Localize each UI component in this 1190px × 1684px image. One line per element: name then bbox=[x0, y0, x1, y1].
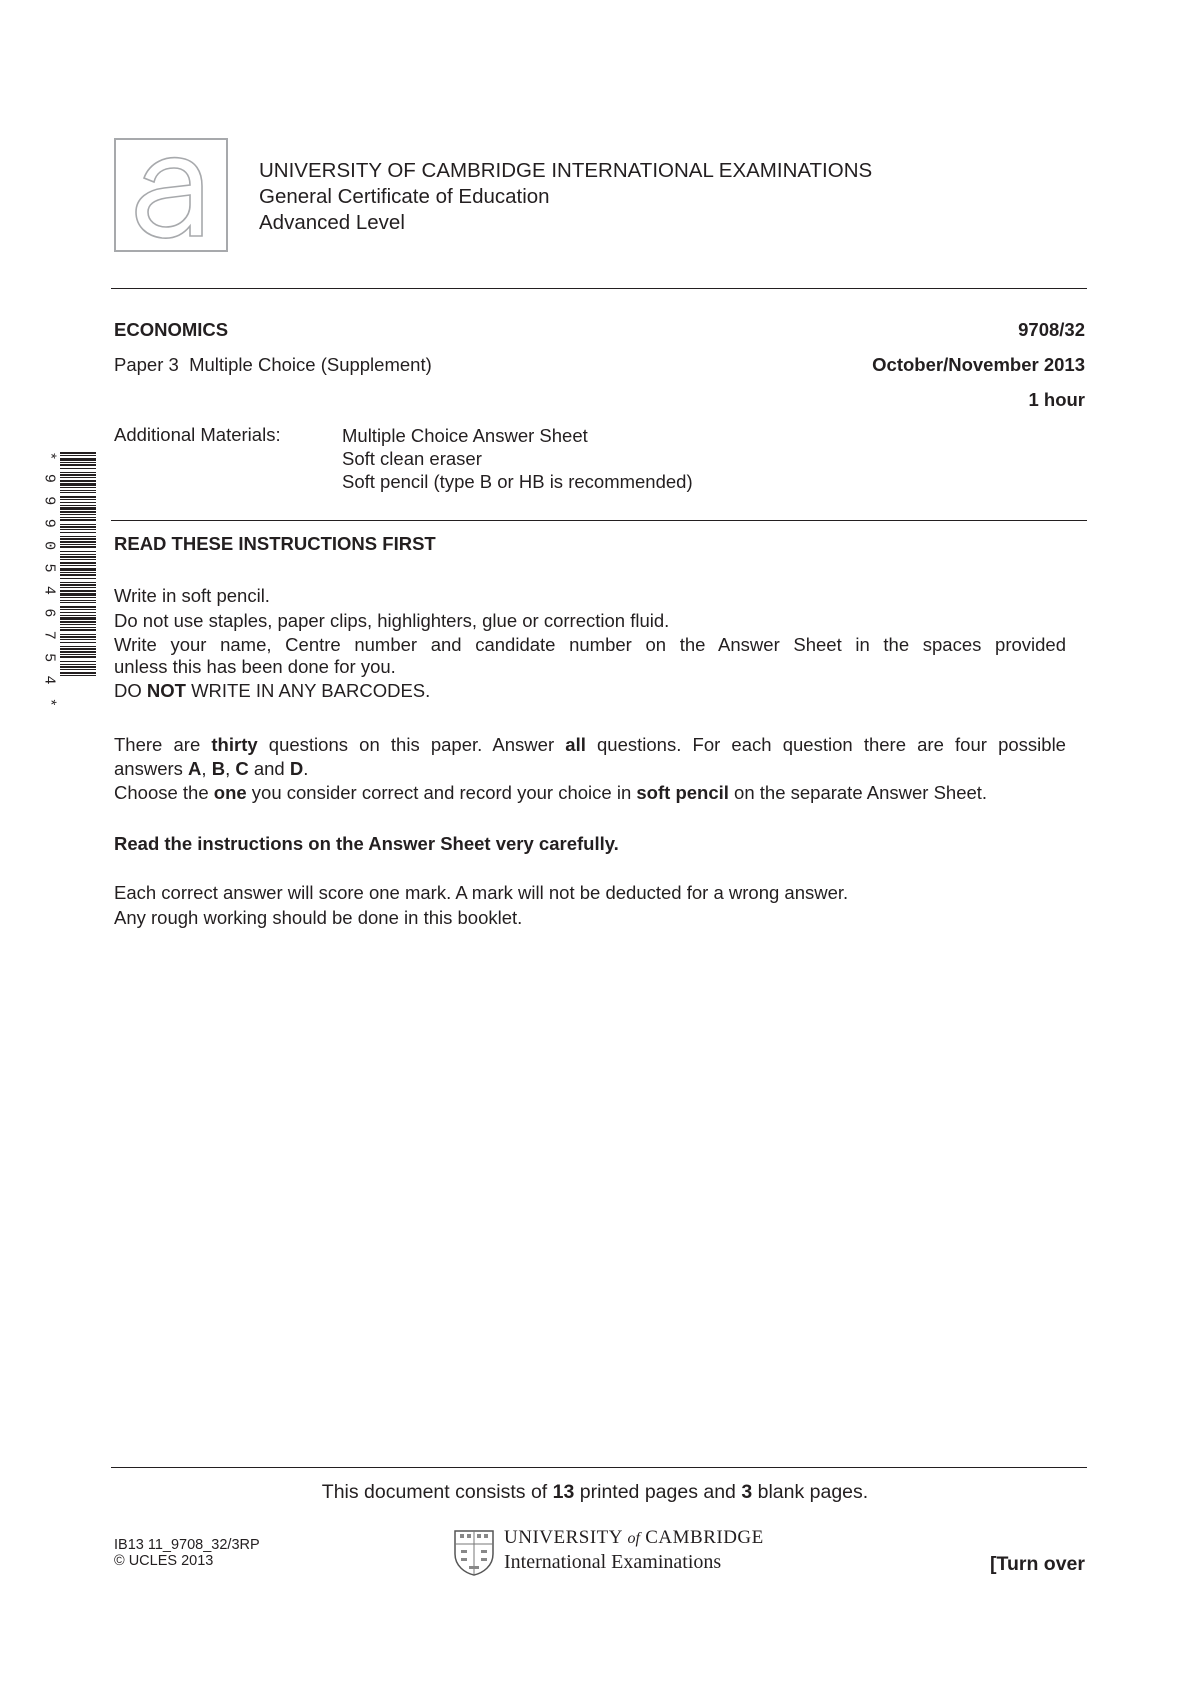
barcode-bar bbox=[60, 621, 96, 623]
barcode-bar bbox=[60, 519, 96, 521]
barcode-bar bbox=[60, 490, 96, 491]
material-item: Soft clean eraser bbox=[342, 448, 482, 469]
barcode-bar bbox=[60, 639, 96, 640]
barcode-bar bbox=[60, 612, 96, 613]
page-count: This document consists of 13 printed pages and 3 blank pages. bbox=[321, 1481, 869, 1503]
barcode-bar bbox=[60, 582, 96, 583]
turn-over-label: [Turn over bbox=[990, 1553, 1085, 1575]
footer-divider bbox=[111, 1467, 1087, 1468]
barcode-bar bbox=[60, 627, 96, 628]
barcode-bar bbox=[60, 617, 96, 620]
cie-logo bbox=[114, 138, 228, 252]
barcode-bar bbox=[60, 529, 96, 530]
barcode-bar bbox=[60, 606, 96, 608]
barcode-bar bbox=[60, 551, 96, 552]
additional-materials-list bbox=[342, 424, 693, 493]
barcode-bar bbox=[60, 587, 96, 588]
exam-board-header bbox=[259, 158, 872, 236]
paper-title: Paper 3 Multiple Choice (Supplement) bbox=[114, 354, 432, 375]
barcode-bar bbox=[60, 568, 96, 571]
barcode-bar bbox=[60, 538, 96, 540]
barcode-bar bbox=[60, 480, 96, 482]
reference-code: IB13 11_9708_32/3RP bbox=[114, 1537, 260, 1553]
instructions-heading: READ THESE INSTRUCTIONS FIRST bbox=[114, 533, 436, 554]
copyright-notice: © UCLES 2013 bbox=[114, 1553, 214, 1569]
letter-a-logo-icon bbox=[116, 140, 226, 250]
barcode-bar bbox=[60, 507, 96, 510]
qualification-name: General Certificate of Education bbox=[259, 185, 550, 208]
barcode-bar bbox=[60, 483, 96, 486]
barcode-bar bbox=[60, 600, 96, 601]
barcode-bar bbox=[60, 624, 96, 625]
instruction-line: DO NOT WRITE IN ANY BARCODES. bbox=[114, 680, 431, 701]
barcode-bar bbox=[60, 642, 96, 643]
board-name: UNIVERSITY OF CAMBRIDGE INTERNATIONAL EXAMINATIONS bbox=[259, 159, 873, 182]
barcode-bar bbox=[60, 602, 96, 603]
barcode-bar bbox=[60, 661, 96, 662]
instruction-line: There are thirty questions on this paper. Answer all questions. For each question there are four possible bbox=[114, 734, 1066, 755]
barcode-bar bbox=[60, 455, 96, 456]
barcode-bar bbox=[60, 648, 96, 650]
barcode-bar bbox=[60, 477, 96, 478]
brand-line-2: International Examinations bbox=[504, 1551, 722, 1573]
barcode-bar bbox=[60, 499, 96, 500]
barcode-bar bbox=[60, 458, 96, 461]
barcode-bar bbox=[60, 524, 96, 525]
barcode-bar bbox=[60, 646, 96, 647]
barcode-bar bbox=[60, 536, 96, 537]
instructions-block-1 bbox=[114, 584, 1066, 704]
barcode-bar bbox=[60, 634, 96, 635]
exam-duration: 1 hour bbox=[1028, 389, 1085, 410]
barcode-bar bbox=[60, 472, 96, 473]
barcode-bar bbox=[60, 462, 96, 463]
top-divider bbox=[111, 288, 1087, 289]
instruction-line: Write your name, Centre number and candidate number on the Answer Sheet in the spaces provided bbox=[114, 634, 1066, 655]
barcode-bar bbox=[60, 532, 96, 533]
barcode-bar bbox=[60, 593, 96, 596]
barcode-bar bbox=[60, 468, 96, 469]
barcode-bar bbox=[60, 656, 96, 658]
barcode-bar bbox=[60, 464, 96, 466]
barcode-bar bbox=[60, 664, 96, 665]
subject-name: ECONOMICS bbox=[114, 319, 229, 340]
instruction-line: Do not use staples, paper clips, highlighters, glue or correction fluid. bbox=[114, 609, 670, 631]
instruction-line: unless this has been done for you. bbox=[114, 655, 396, 677]
barcode-bar bbox=[60, 556, 96, 558]
barcode-number: * 9 9 9 0 5 4 6 7 5 4 * bbox=[40, 451, 58, 710]
barcode-bar bbox=[60, 502, 96, 503]
exam-session: October/November 2013 bbox=[872, 354, 1085, 375]
barcode-bar bbox=[60, 526, 96, 528]
material-item: Multiple Choice Answer Sheet bbox=[342, 425, 588, 446]
instruction-line: Choose the one you consider correct and record your choice in soft pencil on the separate Answer Sheet. bbox=[114, 782, 988, 803]
barcode-bar bbox=[60, 554, 96, 555]
barcode-bar bbox=[60, 514, 96, 515]
barcode-bar bbox=[60, 517, 96, 518]
additional-materials-label: Additional Materials: bbox=[114, 424, 281, 445]
brand-line-1: UNIVERSITY of CAMBRIDGE bbox=[504, 1527, 764, 1548]
barcode-bar bbox=[60, 541, 96, 543]
barcode-bar bbox=[60, 565, 96, 566]
cambridge-brand bbox=[504, 1527, 764, 1574]
barcode-bar bbox=[60, 675, 96, 676]
barcode-bar bbox=[60, 492, 96, 493]
answer-sheet-note: Read the instructions on the Answer Sheet very carefully. bbox=[114, 833, 619, 854]
instruction-line: Write in soft pencil. bbox=[114, 585, 270, 606]
barcode-bar bbox=[60, 559, 96, 560]
barcode-bar bbox=[60, 574, 96, 576]
barcode-bar bbox=[60, 511, 96, 513]
barcode-bar bbox=[60, 474, 96, 476]
barcode-bar bbox=[60, 452, 96, 454]
barcode-bar bbox=[60, 609, 96, 610]
barcode-bar bbox=[60, 666, 96, 668]
instructions-block-3 bbox=[114, 881, 1066, 930]
materials-divider bbox=[111, 520, 1087, 521]
qualification-level: Advanced Level bbox=[259, 211, 405, 234]
cambridge-crest-icon bbox=[452, 1528, 496, 1576]
document-reference bbox=[114, 1537, 260, 1569]
barcode-bar bbox=[60, 654, 96, 655]
barcode-bar bbox=[60, 584, 96, 586]
barcode-bar bbox=[60, 615, 96, 616]
barcode-bar bbox=[60, 496, 96, 498]
instructions-block-2 bbox=[114, 733, 1066, 806]
barcode-bar bbox=[60, 629, 96, 631]
barcode-bar bbox=[60, 505, 96, 506]
barcode-bar bbox=[60, 669, 96, 670]
barcode-bar bbox=[60, 651, 96, 653]
barcode-bar bbox=[60, 672, 96, 674]
paper-code: 9708/32 bbox=[1018, 319, 1085, 340]
barcode-bar bbox=[60, 636, 96, 638]
barcode-bar bbox=[60, 572, 96, 573]
barcode-bar bbox=[60, 487, 96, 488]
barcode-bar bbox=[60, 590, 96, 592]
candidate-barcode bbox=[36, 451, 96, 710]
barcode-bar bbox=[60, 578, 96, 579]
material-item: Soft pencil (type B or HB is recommended) bbox=[342, 471, 693, 492]
instruction-line: answers A, B, C and D. bbox=[114, 757, 309, 779]
instruction-line: Any rough working should be done in this booklet. bbox=[114, 906, 523, 928]
barcode-bar bbox=[60, 562, 96, 564]
instruction-line: Each correct answer will score one mark. A mark will not be deducted for a wrong answer. bbox=[114, 882, 849, 903]
barcode-bar bbox=[60, 544, 96, 545]
barcode-bar bbox=[60, 546, 96, 548]
barcode-bar bbox=[60, 597, 96, 598]
